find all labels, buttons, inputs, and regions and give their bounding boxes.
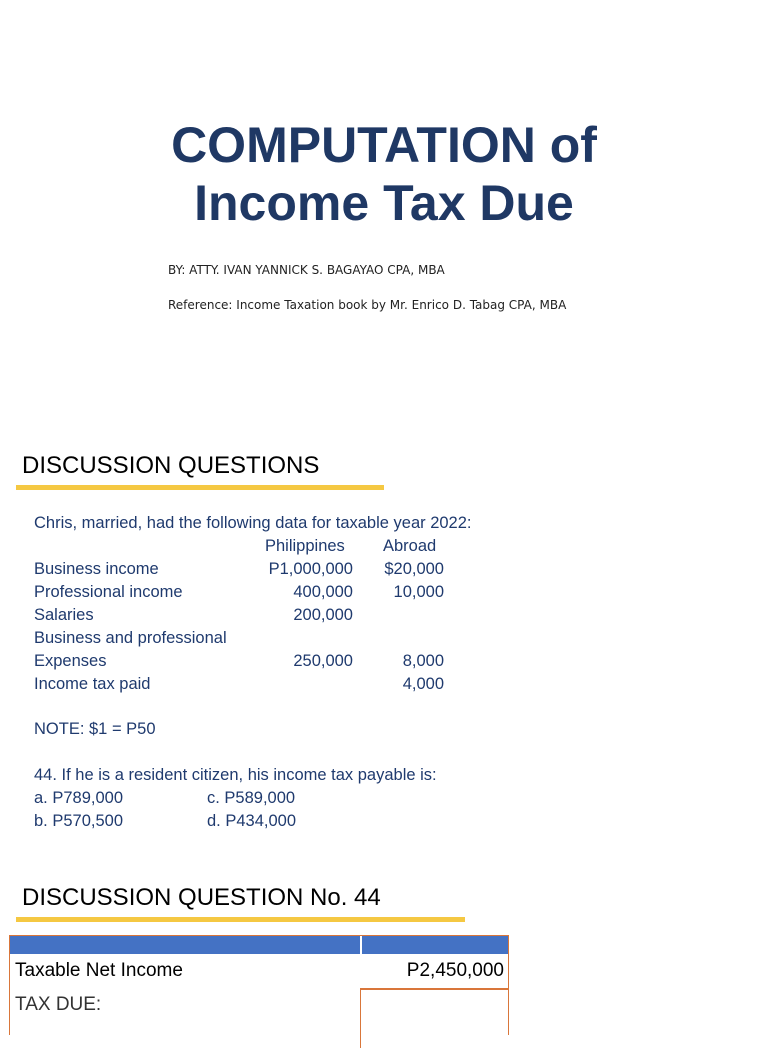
reference-text: Reference: Income Taxation book by Mr. Enrico D. Tabag CPA, MBA xyxy=(168,298,567,312)
slide-heading: DISCUSSION QUESTION No. 44 xyxy=(22,884,381,911)
slide-title xyxy=(0,116,768,232)
value-column-border xyxy=(360,988,361,1048)
title-slide xyxy=(0,0,768,422)
row-value-abroad: 4,000 xyxy=(402,675,444,693)
value-underline xyxy=(360,988,508,990)
title-line-2: Income Tax Due xyxy=(194,175,574,231)
row-label: Professional income xyxy=(34,583,183,601)
row-value-abroad: $20,000 xyxy=(384,560,444,578)
column-header-philippines: Philippines xyxy=(265,537,345,555)
choice-b: b. P570,500 xyxy=(34,812,123,830)
discussion-question-44-slide xyxy=(0,862,768,1024)
choice-d: d. P434,000 xyxy=(207,812,296,830)
tax-computation-table xyxy=(9,935,509,1035)
row-value-philippines: 250,000 xyxy=(293,652,353,670)
choice-a: a. P789,000 xyxy=(34,789,123,807)
row-label: Salaries xyxy=(34,606,94,624)
choice-c: c. P589,000 xyxy=(207,789,296,807)
slide-heading: DISCUSSION QUESTIONS xyxy=(22,452,320,479)
title-line-1: COMPUTATION of xyxy=(171,117,597,173)
column-header-abroad: Abroad xyxy=(383,537,437,555)
taxable-net-income-value: P2,450,000 xyxy=(406,960,504,981)
row-value-abroad: 10,000 xyxy=(393,583,444,601)
tax-due-label: TAX DUE: xyxy=(15,994,102,1015)
row-label: Business income xyxy=(34,560,159,578)
row-value-philippines: 200,000 xyxy=(293,606,353,624)
row-label: Income tax paid xyxy=(34,675,151,693)
table-header-row xyxy=(10,936,508,954)
table-header-divider xyxy=(360,936,362,954)
taxable-net-income-label: Taxable Net Income xyxy=(15,960,183,981)
row-label: Business and professional xyxy=(34,629,227,647)
row-value-abroad: 8,000 xyxy=(402,652,444,670)
question-intro: Chris, married, had the following data for taxable year 2022: xyxy=(34,514,472,532)
exchange-rate-note: NOTE: $1 = P50 xyxy=(34,720,156,738)
question-44: 44. If he is a resident citizen, his income tax payable is: xyxy=(34,766,437,784)
heading-accent-bar xyxy=(16,917,465,922)
author-byline: BY: ATTY. IVAN YANNICK S. BAGAYAO CPA, MBA xyxy=(168,263,445,277)
heading-accent-bar xyxy=(16,485,384,490)
row-value-philippines: 400,000 xyxy=(293,583,353,601)
row-label: Expenses xyxy=(34,652,107,670)
discussion-questions-slide xyxy=(0,430,768,850)
row-value-philippines: P1,000,000 xyxy=(268,560,353,578)
